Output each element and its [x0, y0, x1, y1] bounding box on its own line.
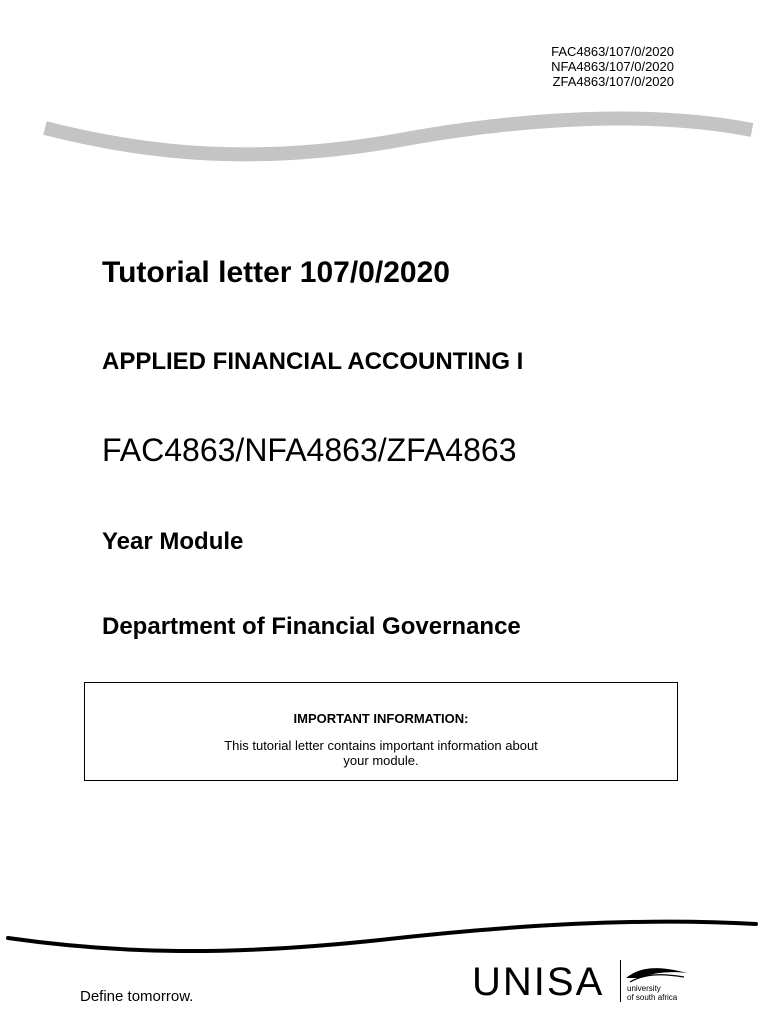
logo-wave-icon [624, 964, 690, 984]
unisa-logo [472, 958, 722, 1008]
logo-subtitle [627, 984, 717, 1002]
document-codes [551, 44, 674, 89]
module-type: Year Module [102, 528, 244, 555]
logo-sub-line-1: university [627, 984, 661, 993]
footer-tagline: Define tomorrow. [80, 988, 194, 1005]
module-codes: FAC4863/NFA4863/ZFA4863 [102, 432, 517, 468]
important-info-box [84, 682, 678, 781]
department-name: Department of Financial Governance [102, 613, 521, 640]
subject-title: APPLIED FINANCIAL ACCOUNTING I [102, 348, 524, 375]
logo-sub-line-2: of south africa [627, 993, 678, 1002]
code-line-1: FAC4863/107/0/2020 [551, 44, 674, 59]
code-line-2: NFA4863/107/0/2020 [551, 59, 674, 74]
code-line-3: ZFA4863/107/0/2020 [552, 74, 674, 89]
logo-divider [620, 960, 621, 1002]
logo-wordmark: UNISA [472, 960, 605, 1004]
top-wave-decoration [0, 100, 768, 180]
info-text: This tutorial letter contains important information about your module. [224, 738, 538, 768]
info-heading: IMPORTANT INFORMATION: [293, 711, 469, 726]
page-title: Tutorial letter 107/0/2020 [102, 256, 450, 289]
